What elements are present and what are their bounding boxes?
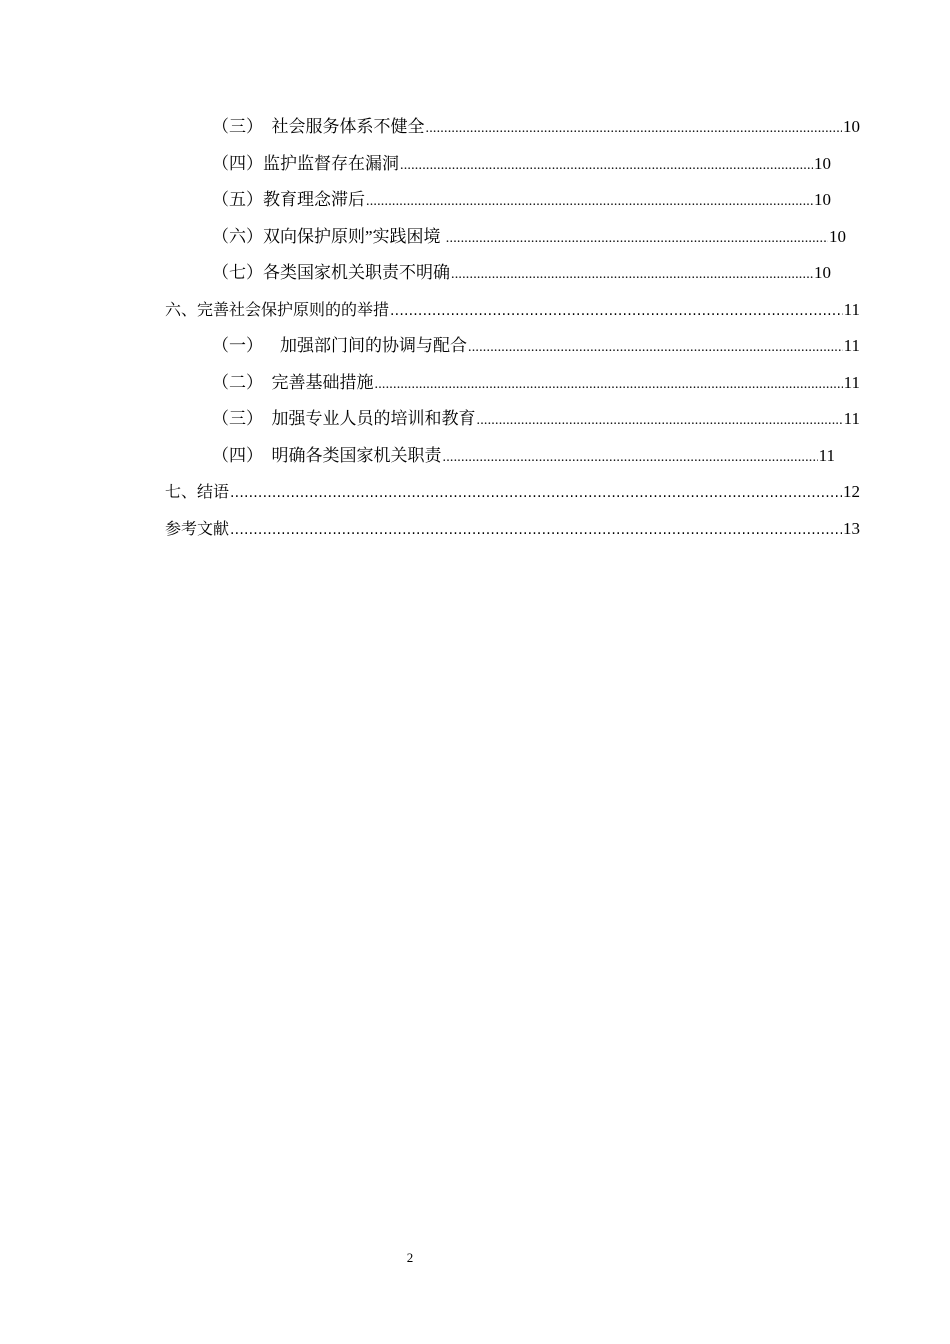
toc-entry-number: （三） [212, 409, 272, 428]
toc-dot-leader [400, 155, 813, 177]
toc-entry-number: （一） [212, 336, 280, 355]
toc-dot-leader [446, 228, 828, 250]
toc-entry-page: 11 [843, 373, 860, 392]
toc-entry-page: 11 [843, 409, 860, 428]
toc-entry-page: 10 [814, 154, 831, 173]
toc-entry-number: （二） [212, 373, 272, 392]
toc-entry-number: （五） [212, 190, 263, 209]
toc-entry-title: 监护监督存在漏洞 [263, 154, 399, 173]
toc-entry-page: 11 [818, 446, 835, 465]
toc-dot-leader [366, 191, 813, 213]
toc-entry-title: 各类国家机关职责不明确 [263, 263, 450, 282]
table-of-contents [0, 0, 950, 560]
toc-entry[interactable] [212, 445, 835, 467]
toc-entry[interactable] [212, 226, 846, 248]
toc-entry[interactable] [212, 116, 860, 138]
toc-dot-leader [477, 410, 843, 432]
toc-entry-page: 10 [829, 227, 846, 246]
toc-entry-number: （七） [212, 263, 263, 282]
toc-entry-number: （四） [212, 446, 272, 465]
toc-dot-leader [230, 519, 842, 541]
toc-entry-number: 六、 [165, 300, 198, 319]
toc-entry-title: 明确各类国家机关职责 [271, 446, 442, 465]
toc-dot-leader [230, 482, 842, 504]
toc-dot-leader [443, 447, 818, 469]
toc-dot-leader [468, 337, 843, 359]
toc-entry-page: 11 [843, 300, 860, 319]
toc-entry[interactable] [165, 299, 860, 321]
toc-entry[interactable] [165, 518, 860, 540]
toc-entry[interactable] [212, 153, 831, 175]
toc-entry[interactable] [212, 262, 831, 284]
toc-entry-number: （六） [212, 227, 263, 246]
toc-entry-title: 社会服务体系不健全 [271, 117, 425, 136]
toc-entry[interactable] [212, 408, 860, 430]
toc-entry-title: 加强部门间的协调与配合 [280, 336, 467, 355]
toc-entry-title: 完善基础措施 [271, 373, 374, 392]
toc-entry-page: 13 [843, 519, 860, 538]
toc-dot-leader [451, 264, 813, 286]
toc-entry-title: 加强专业人员的培训和教育 [271, 409, 476, 428]
footer-page-number: 2 [406, 1250, 414, 1265]
toc-entry-number: （四） [212, 154, 263, 173]
toc-entry-page: 11 [843, 336, 860, 355]
toc-entry-number: 七、 [165, 482, 198, 501]
toc-entry-page: 10 [843, 117, 860, 136]
toc-entry[interactable] [212, 189, 831, 211]
toc-entry-page: 12 [843, 482, 860, 501]
toc-entry-title: 结语 [197, 482, 230, 501]
toc-dot-leader [426, 118, 843, 140]
toc-entry-title: 参考文献 [165, 519, 230, 538]
toc-entry[interactable] [212, 335, 860, 357]
toc-entry-title: 教育理念滞后 [263, 190, 365, 209]
toc-entry[interactable] [212, 372, 860, 394]
toc-entry[interactable] [165, 481, 860, 503]
toc-dot-leader [390, 300, 843, 322]
toc-entry-page: 10 [814, 190, 831, 209]
toc-entry-page: 10 [814, 263, 831, 282]
toc-entry-title: 双向保护原则”实践困境 [263, 227, 445, 246]
toc-entry-title: 完善社会保护原则的的举措 [197, 300, 390, 319]
toc-entry-number: （三） [212, 117, 272, 136]
toc-dot-leader [375, 374, 843, 396]
